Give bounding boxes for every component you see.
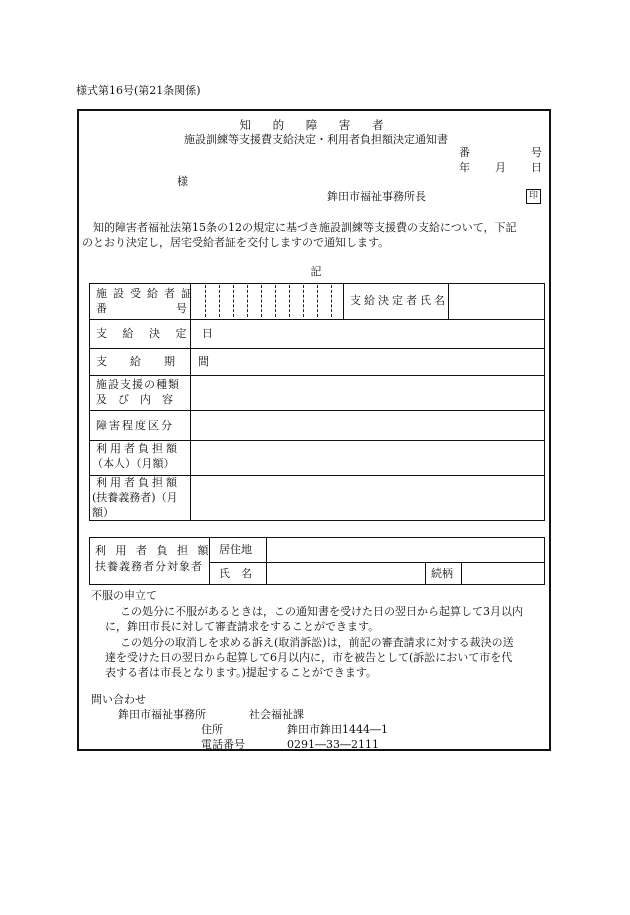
appeal-p1-line-1: この処分に不服があるときは，この通知書を受けた日の翌日から起算して3月以内: [120, 605, 523, 618]
date-day: 日: [531, 161, 542, 174]
appeal-p2-line-2: 達を受けた日の翌日から起算して6月以内に，市を被告として(訴訟において市を代: [105, 651, 513, 664]
form-number: 様式第16号(第21条関係): [76, 84, 201, 97]
cert-number-label-a: 施設受給者証: [96, 287, 198, 300]
contact-phone-label: 電話番号: [201, 738, 245, 751]
title-line-2: 施設訓練等支援費支給決定・利用者負担額決定通知書: [184, 133, 448, 146]
contact-office: 鉾田市福祉事務所: [118, 708, 206, 721]
guardian-label-b: 扶養義務者分対象者: [95, 560, 203, 573]
relation-label: 続柄: [431, 567, 453, 580]
contact-phone-value: 0291―33―2111: [287, 738, 379, 751]
user-burden-guardian-label-a: 利用者負担額: [96, 476, 180, 489]
appeal-p1-line-2: に，鉾田市長に対して審査請求をすることができます。: [105, 620, 380, 633]
user-burden-guardian-label-b: (扶養義務者)（月: [92, 491, 178, 504]
contact-department: 社会福祉課: [249, 708, 304, 721]
seal-mark: 印: [526, 189, 541, 204]
issuer-name: 鉾田市福祉事務所長: [327, 190, 426, 203]
title-line-1: 知 的 障 害 者: [239, 118, 393, 132]
contact-address-value: 鉾田市鉾田1444―1: [287, 723, 388, 736]
user-burden-guardian-label-c: 額）: [92, 506, 114, 519]
support-type-label-b: 及 び 内 容: [96, 393, 173, 406]
cert-number-label-b-left: 番: [96, 302, 107, 315]
addressee-suffix: 様: [177, 175, 188, 188]
appeal-p2-line-3: 表する者は市長となります。)提起することができます。: [105, 666, 378, 679]
guardian-label-a: 利 用 者 負 担 額: [95, 544, 212, 557]
number-label: 番: [459, 146, 470, 159]
contact-heading: 問い合わせ: [91, 693, 146, 706]
recipient-name-label: 支給決定者氏名: [350, 294, 448, 307]
date-month: 月: [495, 161, 506, 174]
decision-date-label: 支 給 決 定 日: [96, 327, 219, 340]
contact-address-label: 住所: [201, 723, 223, 736]
residence-label: 居住地: [219, 543, 252, 556]
support-type-label-a: 施設支援の種類: [96, 378, 180, 391]
body-text-line-1: 知的障害者福祉法第15条の12の規定に基づき施設訓練等支援費の支給について，下記: [93, 221, 517, 234]
user-burden-self-label-b: （本人）（月額）: [92, 457, 175, 470]
guardian-name-label: 氏 名: [219, 567, 252, 580]
number-suffix: 号: [531, 146, 542, 159]
notice-form-frame: [77, 109, 551, 751]
appeal-p2-line-1: この処分の取消しを求める訴え(取消訴訟)は，前記の審査請求に対する裁決の送: [120, 636, 514, 649]
cert-number-label-b-right: 号: [176, 302, 187, 315]
ki-label: 記: [310, 265, 322, 278]
body-text-line-2: のとおり決定し，居宅受給者証を交付しますので通知します。: [82, 236, 390, 249]
appeal-heading: 不服の申立て: [91, 589, 157, 602]
payment-period-label: 支 給 期 間: [96, 355, 215, 368]
date-year: 年: [459, 161, 470, 174]
user-burden-self-label-a: 利用者負担額: [96, 442, 180, 455]
disability-level-label: 障害程度区分: [96, 419, 174, 432]
